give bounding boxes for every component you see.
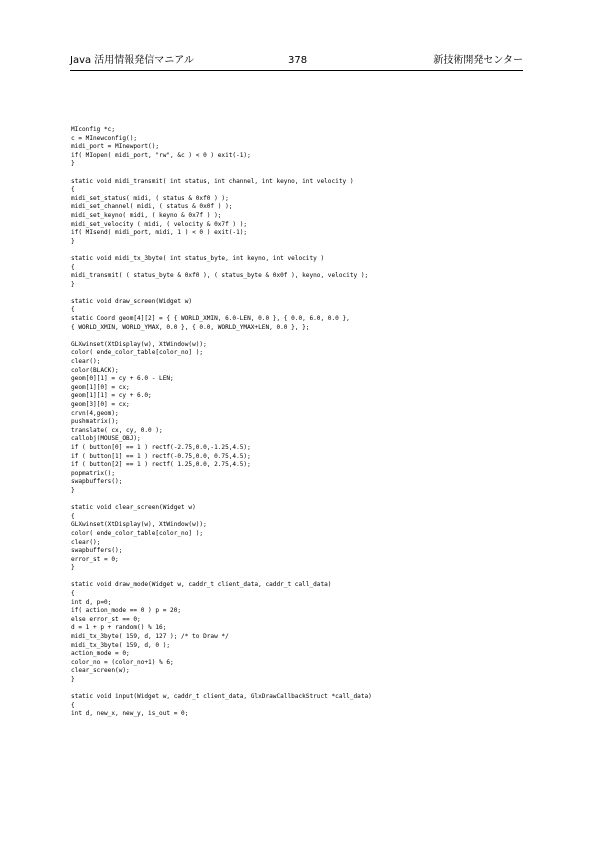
code-line: static Coord geom[4][2] = { { WORLD_XMIN, 6.0-LEN, 0.0 }, { 0.0, 6.0, 0.0 }, bbox=[71, 315, 350, 323]
code-line: static void input(Widget w, caddr_t client_data, GlxDrawCallbackStruct *call_data) bbox=[71, 693, 372, 701]
code-line: midi_tx_3byte( 159, d, 127 ); /* to Draw */ bbox=[71, 633, 229, 641]
code-line: error_st = 0; bbox=[71, 555, 119, 563]
code-line: static void clear_screen(Widget w) bbox=[71, 504, 196, 512]
code-line: geom[3][0] = cx; bbox=[71, 401, 130, 408]
code-line: translate( cx, cy, 0.0 ); bbox=[71, 426, 163, 434]
code-line: geom[0][1] = cy + 6.0 - LEN; bbox=[71, 375, 174, 383]
code-line: callobj(MOUSE_OBJ); bbox=[71, 435, 141, 443]
code-line: } bbox=[71, 564, 75, 572]
code-line: midi_set_velocity ( midi, ( velocity & 0x7f ) ); bbox=[71, 220, 248, 228]
code-line: static void midi_transmit( int status, int channel, int keyno, int velocity ) bbox=[71, 177, 354, 185]
code-line: swapbuffers(); bbox=[71, 478, 123, 486]
code-line: pushmatrix(); bbox=[71, 418, 119, 426]
code-line: static void draw_mode(Widget w, caddr_t client_data, caddr_t call_data) bbox=[71, 581, 332, 589]
code-line: int d, new_x, new_y, is_out = 0; bbox=[71, 710, 189, 718]
code-line: clear_screen(w); bbox=[71, 667, 130, 675]
code-line: midi_set_channel( midi, ( status & 0x0f ) ); bbox=[71, 203, 233, 211]
code-line: GLXwinset(XtDisplay(w), XtWindow(w)); bbox=[71, 521, 207, 529]
code-listing bbox=[71, 126, 531, 719]
code-line: if ( button[1] == 1 ) rectf(-0.75,0.0, 0.75,4.5); bbox=[71, 452, 251, 460]
code-line: color( ende_color_table[color_no] ); bbox=[71, 529, 204, 537]
code-line: { WORLD_XMIN, WORLD_YMAX, 0.0 }, { 0.0, WORLD_YMAX+LEN, 0.0 }, }; bbox=[71, 323, 310, 331]
code-line: { bbox=[71, 186, 75, 194]
code-line: midi_set_status( midi, ( status & 0xf0 ) ); bbox=[71, 194, 229, 202]
code-line: c = MInewconfig(); bbox=[71, 134, 138, 142]
code-line: if ( button[0] == 1 ) rectf(-2.75,0.0,-1.25,4.5); bbox=[71, 443, 251, 451]
code-line: static void midi_tx_3byte( int status_byte, int keyno, int velocity ) bbox=[71, 254, 325, 262]
code-line: static void draw_screen(Widget w) bbox=[71, 297, 193, 305]
code-line: crvn(4,geom); bbox=[71, 409, 119, 417]
code-line bbox=[71, 246, 531, 255]
code-line: { bbox=[71, 263, 75, 271]
page-number: 378 bbox=[288, 55, 308, 66]
header-organization: 新技術開発センター bbox=[433, 55, 523, 66]
header-title: Java 活用情報発信マニアル bbox=[70, 55, 194, 66]
code-line: color( ende_color_table[color_no] ); bbox=[71, 349, 204, 357]
code-line: GLXwinset(XtDisplay(w), XtWindow(w)); bbox=[71, 340, 207, 348]
code-line: midi_transmit( ( status_byte & 0xf0 ), ( status_byte & 0x0f ), keyno, velocity ); bbox=[71, 272, 369, 280]
code-line: { bbox=[71, 701, 75, 709]
code-line: geom[1][1] = cy + 6.0; bbox=[71, 392, 152, 400]
code-line: action_mode = 0; bbox=[71, 650, 130, 658]
code-line: if( action_mode == 0 ) p = 20; bbox=[71, 607, 182, 615]
code-line: if( MIopen( midi_port, "rw", &c ) < 0 ) exit(-1); bbox=[71, 151, 251, 159]
code-line: } bbox=[71, 237, 75, 245]
code-line bbox=[71, 289, 531, 298]
code-line: { bbox=[71, 306, 75, 314]
code-line: midi_set_keyno( midi, ( keyno & 0x7f ) ); bbox=[71, 211, 222, 219]
code-line: midi_tx_3byte( 159, d, 0 ); bbox=[71, 641, 171, 649]
page-header bbox=[70, 54, 523, 70]
code-line: color(BLACK); bbox=[71, 366, 119, 374]
code-line: color_no = (color_no+1) % 6; bbox=[71, 658, 174, 666]
code-line: } bbox=[71, 676, 75, 683]
code-line: { bbox=[71, 590, 75, 598]
code-line bbox=[71, 496, 531, 505]
code-line bbox=[71, 169, 531, 178]
code-line: } bbox=[71, 160, 75, 168]
code-line bbox=[71, 573, 531, 582]
code-line: clear(); bbox=[71, 358, 101, 366]
code-line: swapbuffers(); bbox=[71, 547, 123, 555]
code-line: } bbox=[71, 280, 75, 288]
header-rule bbox=[70, 70, 523, 71]
code-line bbox=[71, 685, 531, 694]
code-line: else error_st == 0; bbox=[71, 615, 141, 623]
code-line: clear(); bbox=[71, 538, 101, 546]
code-line: } bbox=[71, 486, 75, 494]
code-line: midi_port = MInewport(); bbox=[71, 143, 160, 151]
code-line bbox=[71, 332, 531, 341]
code-line: int d, p=0; bbox=[71, 598, 112, 606]
code-line: if ( button[2] == 1 ) rectf( 1.25,0.0, 2.75,4.5); bbox=[71, 461, 251, 469]
code-line: popmatrix(); bbox=[71, 469, 116, 477]
code-line: d = 1 + p + random() % 16; bbox=[71, 624, 167, 632]
code-line: geom[1][0] = cx; bbox=[71, 383, 130, 391]
code-line: { bbox=[71, 512, 75, 520]
code-line: MIconfig *c; bbox=[71, 126, 116, 133]
code-line: if( MIsend( midi_port, midi, 1 ) < 0 ) exit(-1); bbox=[71, 229, 248, 237]
